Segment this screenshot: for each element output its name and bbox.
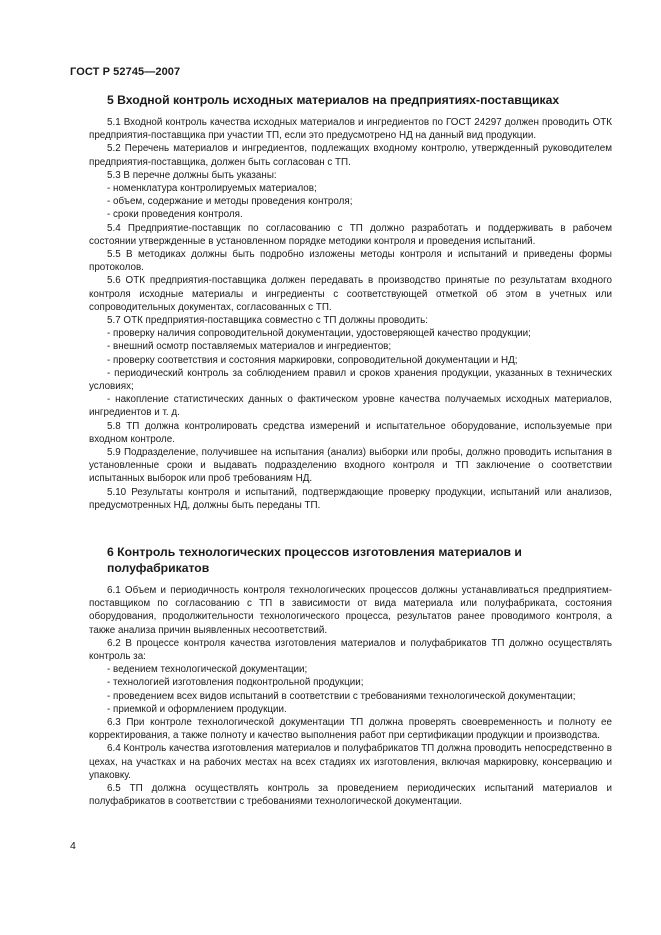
paragraph-5-4: 5.4 Предприятие-поставщик по согласованию с ТП должно разработать и поддерживать в рабочем состоянии утвержденные в установленном порядке методики контроля и проведения испытаний. xyxy=(89,222,612,247)
paragraph-5-10: 5.10 Результаты контроля и испытаний, подтверждающие проверку продукции, испытаний или анализов, предусмотренных НД, должны быть переданы ТП. xyxy=(89,486,612,511)
paragraph-6-3: 6.3 При контроле технологической документации ТП должна проверять своевременность и полноту ее корректирования, а также полноту и качество выполнения работ при сертификации продукции и производства. xyxy=(89,717,612,742)
list-item: - проверку соответствия и состояния маркировки, сопроводительной документации и НД; xyxy=(107,354,518,366)
paragraph-5-3: 5.3 В перечне должны быть указаны: xyxy=(107,169,277,181)
paragraph-5-6: 5.6 ОТК предприятия-поставщика должен передавать в производство принятые по результатам входного контроля исходные материалы и ингредиенты с соответствующей отметкой об этом в учетных или сопроводительных документах, согласованных с ТП. xyxy=(89,275,612,313)
list-item: - приемкой и оформлением продукции. xyxy=(107,703,287,715)
paragraph-6-5: 6.5 ТП должна осуществлять контроль за проведением периодических испытаний материалов и полуфабрикатов в соответствии с требованиями технологической документации. xyxy=(89,783,612,808)
section-6-title-line-2: полуфабрикатов xyxy=(107,561,210,575)
paragraph-5-1: 5.1 Входной контроль качества исходных материалов и ингредиентов по ГОСТ 24297 должен проводить ОТК предприятия-поставщика при участии ТП, если это предусмотрено НД на данный вид продукции. xyxy=(89,117,612,142)
paragraph-5-9: 5.9 Подразделение, получившее на испытания (анализ) выборки или пробы, должно проводить испытания в установленные сроки и выдавать подразделению входного контроля и ТП заключение о соответствии испытанных выборок или проб требованиям НД. xyxy=(89,447,612,485)
list-item: - номенклатура контролируемых материалов; xyxy=(107,183,317,195)
list-item: - объем, содержание и методы проведения контроля; xyxy=(107,196,353,208)
list-item: - внешний осмотр поставляемых материалов и ингредиентов; xyxy=(107,341,392,353)
document-header: ГОСТ Р 52745—2007 xyxy=(70,66,181,78)
section-5 xyxy=(89,92,612,512)
paragraph-5-7: 5.7 ОТК предприятия-поставщика совместно с ТП должны проводить: xyxy=(107,315,429,327)
paragraph-6-1: 6.1 Объем и периодичность контроля технологических процессов должны устанавливаться предприятием-поставщиком по согласованию с ТП в зависимости от вида материала или полуфабриката, состояния оборудования, продолжительности технологического процесса, результатов ранее проводимого контроля, а также анализа причин выявленных несоответствий. xyxy=(89,585,612,636)
page-number: 4 xyxy=(70,840,76,852)
list-item: - проверку наличия сопроводительной документации, удостоверяющей качество продукции; xyxy=(107,328,531,340)
section-6 xyxy=(89,544,612,808)
list-item: - сроки проведения контроля. xyxy=(107,209,243,221)
list-item: - периодический контроль за соблюдением правил и сроков хранения продукции, указанных в технических условиях; xyxy=(89,367,612,393)
paragraph-5-8: 5.8 ТП должна контролировать средства измерений и испытательное оборудование, используемые при входном контроле. xyxy=(89,420,612,445)
paragraph-5-5: 5.5 В методиках должны быть подробно изложены методы контроля и испытаний и приведены формы протоколов. xyxy=(89,249,612,274)
list-item: - проведением всех видов испытаний в соответствии с требованиями технологической документации; xyxy=(107,690,576,702)
section-6-title-line-1: 6 Контроль технологических процессов изготовления материалов и xyxy=(107,545,522,559)
section-5-body xyxy=(89,116,612,512)
paragraph-6-2: 6.2 В процессе контроля качества изготовления материалов и полуфабрикатов ТП должно осуществлять контроль за: xyxy=(89,637,612,663)
list-item: - ведением технологической документации; xyxy=(107,664,308,676)
list-item: - накопление статистических данных о фактическом уровне качества получаемых исходных материалов, ингредиентов и т. д. xyxy=(89,394,612,419)
section-6-body xyxy=(89,584,612,808)
section-6-title xyxy=(89,544,612,576)
list-item: - технологией изготовления подконтрольной продукции; xyxy=(107,677,364,689)
section-5-title: 5 Входной контроль исходных материалов на предприятиях-поставщиках xyxy=(107,93,560,107)
paragraph-5-2: 5.2 Перечень материалов и ингредиентов, подлежащих входному контролю, утвержденный руководителем предприятия-поставщика, должен быть согласован с ТП. xyxy=(89,143,612,168)
paragraph-6-4: 6.4 Контроль качества изготовления материалов и полуфабрикатов ТП должна проводить непосредственно в цехах, на участках и на рабочих местах на всех стадиях их изготовления, включая маркировку, консервацию и упаковку. xyxy=(89,743,612,781)
